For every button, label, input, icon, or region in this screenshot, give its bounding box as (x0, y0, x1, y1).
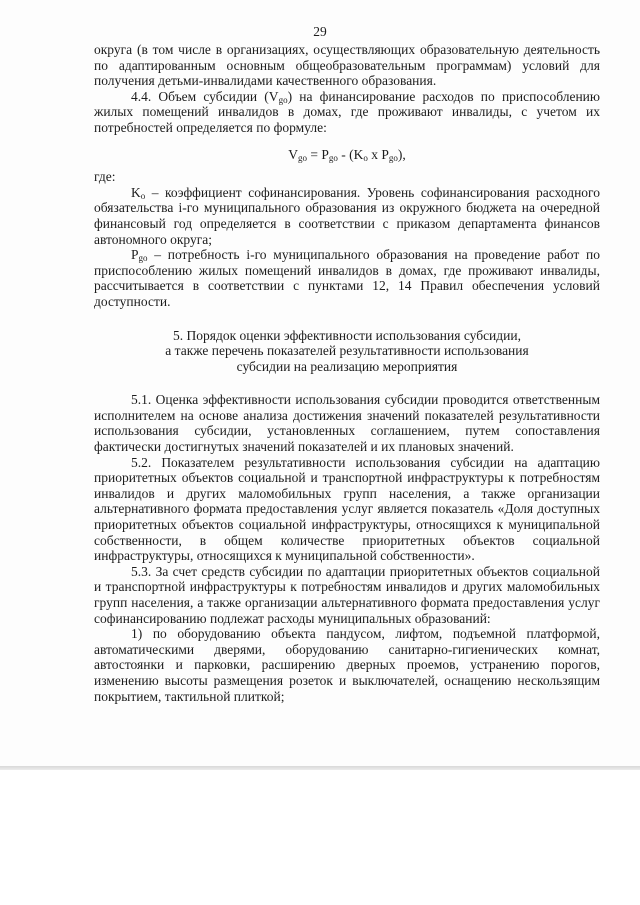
paragraph-intro: округа (в том числе в организациях, осуществляющих образовательную деятельность по адаптированным основным общеобразовательным программам) условий для получения детьми-инвалидами качественного образования. (94, 42, 600, 89)
definition-pgo: $P_{go}$ – потребность i-го муниципального образования на проведение работ по приспособлению жилых помещений инвалидов в домах, где проживают инвалиды, рассчитывается в соответствии с пунктами 12, 14 Правил обеспечения условий доступности. (94, 247, 600, 309)
paragraph-5-2: 5.2. Показателем результативности использования субсидии на адаптацию приоритетных объектов социальной и транспортной инфраструктуры к потребностям инвалидов и других маломобильных групп населения, а также организации альтернативного формата предоставления услуг является показатель «Доля доступных приоритетных объектов социальной инфраструктуры, относящихся к муниципальной собственности, в общем количестве приоритетных объектов социальной инфраструктуры, относящихся к муниципальной собственности». (94, 454, 600, 564)
where-label: где: (94, 169, 116, 185)
section-heading-line: 5. Порядок оценки эффективности использования субсидии, (173, 327, 521, 343)
scan-bottom-edge (0, 766, 640, 770)
paragraph-5-3: 5.3. За счет средств субсидии по адаптации приоритетных объектов социальной и транспортной инфраструктуры к потребностям инвалидов и других маломобильных групп населения, а также организации альтернативного формата предоставления услуг софинансированию подлежат расходы муниципальных образований: (94, 563, 600, 626)
document-body (94, 42, 600, 704)
formula: $V_{go} = P_{go} - (K_o$ x $P_{go}$), (288, 146, 406, 163)
section-heading (94, 328, 600, 375)
section-heading-line: а также перечень показателей результативности использования (165, 343, 529, 359)
definition-ko: $K_o$ – коэффициент софинансирования. Уровень софинансирования расходного обязательства i-го муниципального образования из окружного бюджета на очередной финансовый год определяется в соответствии с приказом департамента финансов автономного округа; (94, 184, 600, 247)
page-number: 29 (313, 24, 327, 39)
list-item-1: 1) по оборудованию объекта пандусом, лифтом, подъемной платформой, автоматическими дверями, оборудованию санитарно-гигиенических комнат, автостоянки и парковки, расширению дверных проемов, устранению порогов, изменению высоты размещения розеток и выключателей, оснащению нескользящим покрытием, тактильной плиткой; (94, 626, 600, 704)
section-heading-line: субсидии на реализацию мероприятия (236, 358, 458, 374)
paragraph-5-1: 5.1. Оценка эффективности использования субсидии проводится ответственным исполнителем на основе анализа достижения значений показателей результативности использования субсидии, установленных соглашением, путем сопоставления фактически достигнутых значений показателей и их плановых значений. (94, 392, 600, 455)
paragraph-4-4: 4.4. Объем субсидии $(V_{go})$ на финансирование расходов по приспособлению жилых помещений инвалидов в домах, где проживают инвалиды, с учетом их потребностей определяется по формуле: (94, 88, 600, 135)
